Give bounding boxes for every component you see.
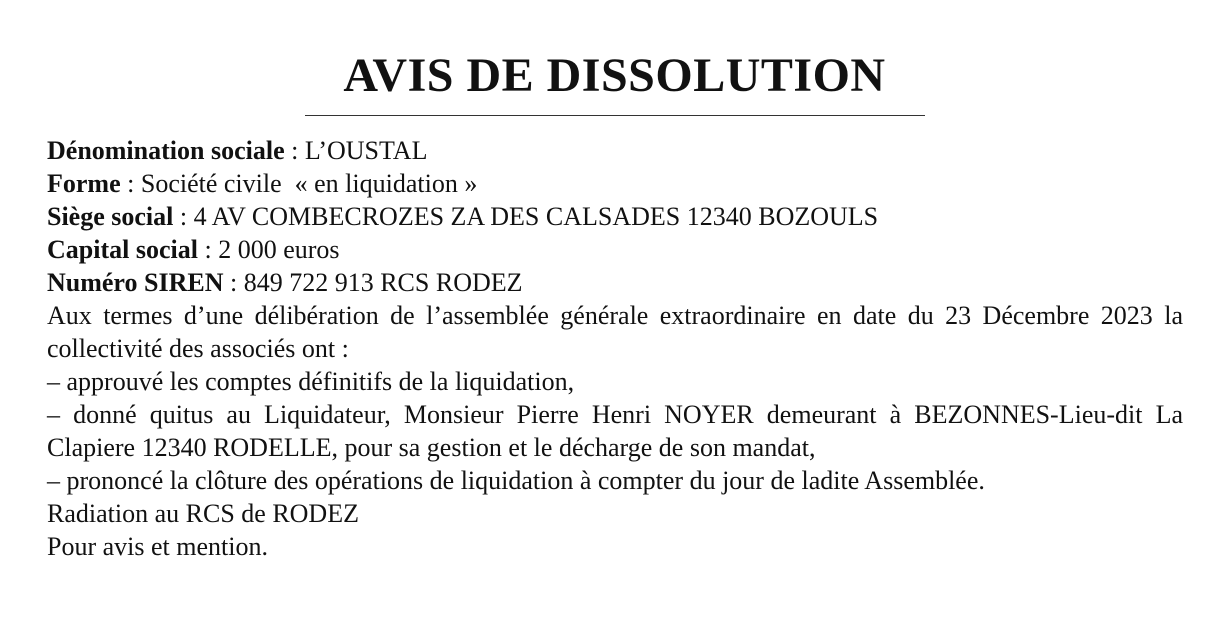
- field-separator: :: [284, 136, 305, 165]
- field-value: 849 722 913 RCS RODEZ: [243, 268, 523, 297]
- field-label: Forme: [47, 169, 121, 198]
- field-value: 4 AV COMBECROZES ZA DES CALSADES 12340 BOZOULS: [193, 202, 879, 231]
- field-company-name: [47, 134, 1183, 167]
- paragraph-deliberation: Aux termes d’une délibération de l’assemblée générale extraordinaire en date du 23 Décembre 2023 la collectivité des associés ont :: [47, 301, 1183, 363]
- field-label: Capital social: [47, 235, 198, 264]
- field-share-capital: [47, 233, 1183, 266]
- field-separator: :: [120, 169, 141, 198]
- field-registered-office: [47, 200, 1183, 233]
- paragraph-closing-mention: Pour avis et mention.: [47, 532, 268, 561]
- field-label: Dénomination sociale: [47, 136, 285, 165]
- paragraph-discharge-liquidator: – donné quitus au Liquidateur, Monsieur Pierre Henri NOYER demeurant à BEZONNES-Lieu-dit La Clapiere 12340 RODELLE, pour sa gestion et le décharge de son mandat,: [47, 400, 1183, 462]
- notice-title: AVIS DE DISSOLUTION: [343, 49, 886, 102]
- paragraph-closure: – prononcé la clôture des opérations de liquidation à compter du jour de ladite Assemblée.: [47, 466, 985, 495]
- field-legal-form: [47, 167, 1183, 200]
- field-label: Siège social: [47, 202, 174, 231]
- field-value: 2 000 euros: [218, 235, 340, 264]
- field-separator: :: [223, 268, 244, 297]
- field-value: L’OUSTAL: [304, 136, 428, 165]
- paragraph-approve-accounts: – approuvé les comptes définitifs de la liquidation,: [47, 367, 575, 396]
- field-separator: :: [173, 202, 194, 231]
- title-divider: [305, 115, 925, 116]
- paragraph-radiation: Radiation au RCS de RODEZ: [47, 499, 359, 528]
- field-separator: :: [197, 235, 219, 264]
- notice-body: [47, 134, 1183, 563]
- field-siren-number: [47, 266, 1183, 299]
- field-value: Société civile « en liquidation »: [140, 169, 478, 198]
- field-label: Numéro SIREN: [47, 268, 224, 297]
